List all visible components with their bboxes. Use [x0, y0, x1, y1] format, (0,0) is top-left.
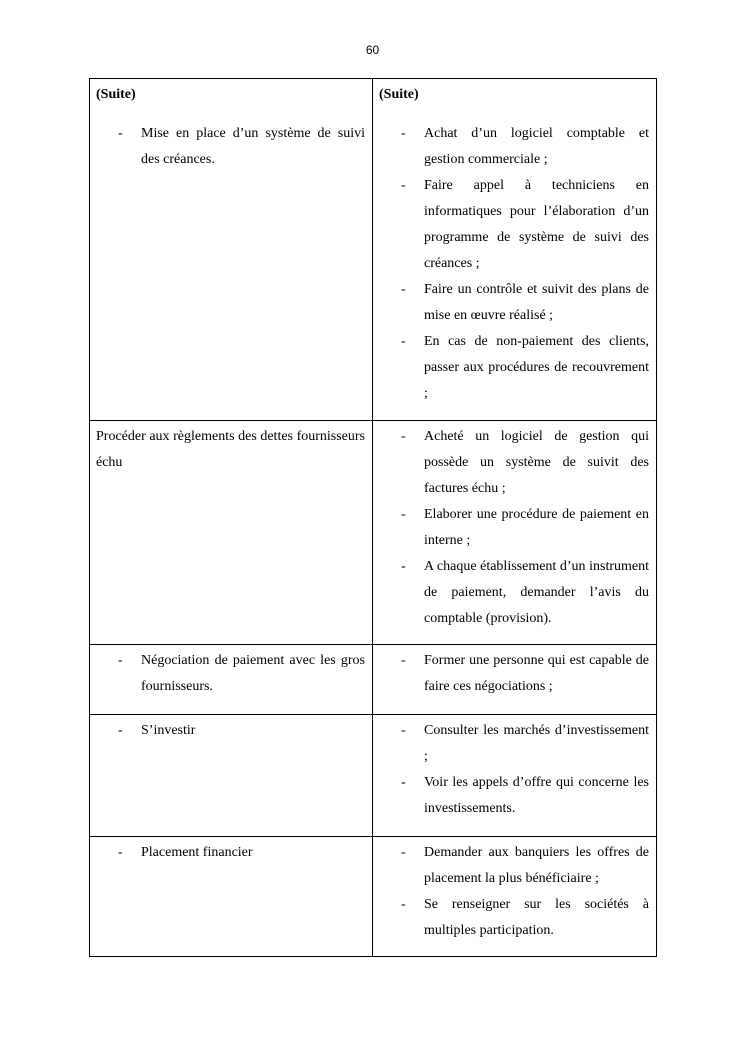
list-item: - Former une personne qui est capable de faire ces négociations ;: [379, 648, 649, 700]
list-item: - Achat d’un logiciel comptable et gestion commerciale ;: [379, 121, 649, 173]
list-item: - Placement financier: [96, 840, 365, 866]
list-item: - Faire appel à techniciens en informatiques pour l’élaboration d’un programme de système de suivi des créances ;: [379, 173, 649, 277]
table-row: [90, 79, 657, 421]
list-item: - En cas de non-paiement des clients, passer aux procédures de recouvrement ;: [379, 329, 649, 407]
table-cell-objective: [90, 715, 373, 837]
action-list: [379, 648, 649, 700]
list-item: - S’investir: [96, 718, 365, 744]
table-cell-objective: [90, 79, 373, 421]
list-item: - Faire un contrôle et suivit des plans de mise en œuvre réalisé ;: [379, 277, 649, 329]
table-cell-actions: [373, 715, 657, 837]
objective-list: [96, 840, 365, 866]
table-row: [90, 715, 657, 837]
objective-text: Procéder aux règlements des dettes fournisseurs échu: [96, 429, 365, 470]
page-number: 60: [365, 43, 380, 57]
list-item: - Acheté un logiciel de gestion qui possède un système de suivit des factures échu ;: [379, 424, 649, 502]
list-item: - Consulter les marchés d’investissement ;: [379, 718, 649, 770]
continued-header: (Suite): [96, 87, 136, 102]
list-item: - Négociation de paiement avec les gros fournisseurs.: [96, 648, 365, 700]
table-cell-objective: [90, 837, 373, 957]
table-cell-actions: [373, 421, 657, 645]
action-list: [379, 424, 649, 632]
list-item: - A chaque établissement d’un instrument de paiement, demander l’avis du comptable (provision).: [379, 554, 649, 632]
list-item: - Demander aux banquiers les offres de placement la plus bénéficiaire ;: [379, 840, 649, 892]
action-list: [379, 718, 649, 822]
objective-list: [96, 121, 365, 173]
table-row: [90, 421, 657, 645]
table-row: [90, 837, 657, 957]
table-cell-actions: [373, 79, 657, 421]
table-cell-actions: [373, 645, 657, 715]
continued-header: (Suite): [379, 87, 419, 102]
table-cell-objective: [90, 421, 373, 645]
list-item: - Elaborer une procédure de paiement en interne ;: [379, 502, 649, 554]
objective-list: [96, 648, 365, 700]
objective-list: [96, 718, 365, 744]
table-cell-objective: [90, 645, 373, 715]
table-cell-actions: [373, 837, 657, 957]
list-item: - Se renseigner sur les sociétés à multiples participation.: [379, 892, 649, 944]
action-list: [379, 840, 649, 944]
table-row: [90, 645, 657, 715]
action-list: [379, 121, 649, 407]
list-item: - Mise en place d’un système de suivi des créances.: [96, 121, 365, 173]
action-plan-table: [89, 78, 657, 957]
list-item: - Voir les appels d’offre qui concerne les investissements.: [379, 770, 649, 822]
